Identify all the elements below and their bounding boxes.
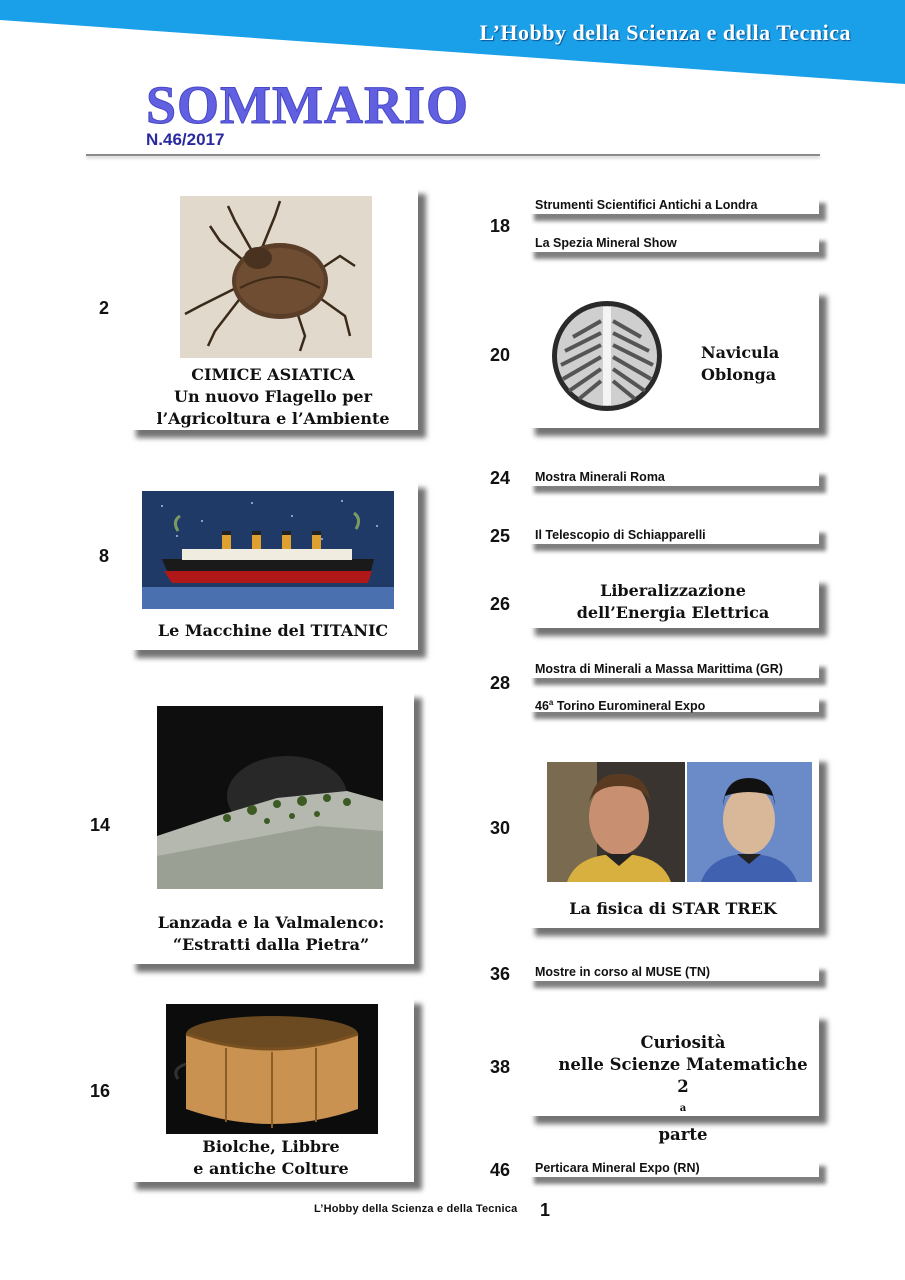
diatom-photo (551, 297, 663, 415)
page-number: 30 (490, 818, 511, 838)
page-number: 38 (490, 1057, 511, 1077)
article-strip[interactable]: Il Telescopio di Schiapparelli (527, 526, 819, 544)
wooden-measure-photo (166, 1004, 378, 1134)
article-card-energia[interactable] (527, 576, 819, 628)
article-strip[interactable]: Mostre in corso al MUSE (TN) (527, 963, 819, 981)
article-strip[interactable]: Mostra Minerali Roma (527, 468, 819, 486)
magazine-title: L’Hobby della Scienza e della Tecnica (479, 20, 851, 45)
titanic-photo (142, 491, 394, 609)
page-number: 8 (99, 546, 110, 566)
spock-photo (687, 762, 812, 882)
article-card-startrek[interactable] (527, 754, 819, 928)
issue-number: N.46/2017 (146, 130, 225, 149)
page-number: 26 (490, 594, 511, 614)
page-number: 14 (90, 815, 111, 835)
page-number: 18 (490, 216, 511, 236)
page-number: 24 (490, 468, 511, 488)
page-number: 28 (490, 673, 511, 693)
header-divider (86, 154, 820, 156)
page-number: 20 (490, 345, 511, 365)
mineral-photo (157, 706, 383, 889)
article-strip[interactable]: 46$^a$ Torino Euromineral Expo (527, 694, 819, 712)
article-card-navicula[interactable] (527, 288, 819, 428)
page-number: 2 (99, 298, 110, 318)
article-strip[interactable]: Mostra di Minerali a Massa Marittima (GR) (527, 660, 819, 678)
page-number: 25 (490, 526, 511, 546)
footer-title: L’Hobby della Scienza e della Tecnica (314, 1203, 518, 1215)
article-title: Curiosità nelle Scienze Matematiche 2 $^a$ parte (558, 1033, 808, 1144)
article-strip[interactable]: Perticara Mineral Expo (RN) (527, 1159, 819, 1177)
article-title: Biolche, Libbre e antiche Colture (193, 1137, 349, 1178)
article-strip[interactable]: La Spezia Mineral Show (527, 234, 819, 252)
article-title: Le Macchine del TITANIC (157, 621, 389, 640)
page-number: 46 (490, 1160, 511, 1180)
article-card-titanic[interactable] (128, 480, 418, 650)
article-card-curiosita[interactable] (527, 1012, 819, 1144)
article-title: La fisica di STAR TREK (569, 899, 777, 918)
article-title: CIMICE ASIATICA Un nuovo Flagello per l’Agricoltura e l’Ambiente (156, 365, 390, 428)
page-number: 36 (490, 964, 511, 984)
article-title: Lanzada e la Valmalenco: “Estratti dalla Pietra” (157, 913, 385, 954)
article-title: Liberalizzazione dell’Energia Elettrica (576, 581, 770, 622)
page-number: 16 (90, 1081, 111, 1101)
page-title: SOMMARIO (146, 75, 469, 135)
article-card-lanzada[interactable] (128, 690, 414, 964)
footer-page-number: 1 (540, 1200, 551, 1220)
article-title: Navicula Oblonga (701, 343, 780, 384)
bug-photo (180, 196, 372, 358)
article-card-cimice[interactable] (128, 186, 418, 430)
article-card-biolche[interactable] (128, 996, 414, 1182)
article-strip[interactable]: Strumenti Scientifici Antichi a Londra (527, 196, 819, 214)
kirk-photo (547, 762, 685, 882)
